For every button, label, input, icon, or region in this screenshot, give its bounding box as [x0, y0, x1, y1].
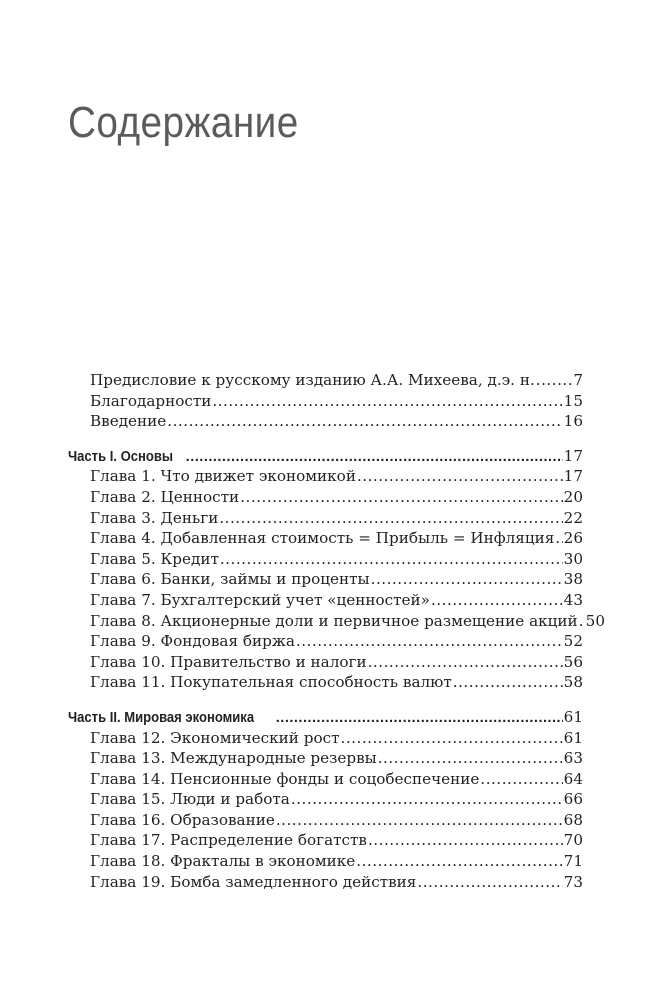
dot-leader: [536, 370, 572, 391]
toc-chapter[interactable]: [68, 590, 583, 611]
toc-entry-label: Глава 16. Образование: [90, 810, 275, 829]
toc-entry-label: Глава 14. Пенсионные фонды и соцобеспечение: [90, 769, 480, 788]
dot-leader: [276, 708, 563, 729]
toc-part-label: Часть I. Основы: [68, 448, 174, 465]
toc-chapter[interactable]: [68, 487, 583, 508]
toc-entry-label: Глава 12. Экономический рост: [90, 728, 340, 747]
dot-leader: [240, 487, 563, 508]
toc-part-1[interactable]: [68, 446, 583, 467]
toc-entry-introduction[interactable]: [68, 411, 583, 432]
toc-entry-label: Глава 5. Кредит: [90, 549, 219, 568]
toc-entry-label: Глава 17. Распределение богатств: [90, 831, 367, 850]
toc-page-number: 20: [563, 487, 583, 506]
dot-leader: [296, 631, 563, 652]
toc-page-number: 16: [563, 412, 583, 431]
toc-chapter[interactable]: [68, 728, 583, 749]
dot-leader: [219, 508, 562, 529]
toc-entry-label: Благодарности: [90, 391, 212, 410]
toc-page-number: 70: [563, 831, 583, 850]
toc-part-label: Часть II. Мировая экономика: [68, 709, 255, 726]
toc-part-2[interactable]: [68, 707, 583, 728]
toc-entry-label: Глава 3. Деньги: [90, 508, 219, 527]
toc-entry-label: Глава 6. Банки, займы и проценты: [90, 570, 370, 589]
toc-chapter[interactable]: [68, 611, 605, 632]
dot-leader: [480, 769, 562, 790]
dot-leader: [368, 830, 563, 851]
toc-page-number: 61: [563, 707, 583, 726]
toc-page-number: 43: [563, 590, 583, 609]
toc-entry-label: Введение: [90, 412, 167, 431]
toc-entry-label: Глава 15. Люди и работа: [90, 790, 290, 809]
toc-page-number: 73: [563, 872, 583, 891]
toc-chapter[interactable]: [68, 851, 583, 872]
toc-entry-acknowledgements[interactable]: [68, 391, 583, 412]
dot-leader: [579, 611, 585, 632]
dot-leader: [291, 789, 563, 810]
toc-chapter[interactable]: [68, 672, 583, 693]
toc-entry-label: Глава 7. Бухгалтерский учет «ценностей»: [90, 590, 430, 609]
toc-page-number: 7: [573, 371, 583, 389]
toc-page-number: 63: [563, 749, 583, 768]
dot-leader: [276, 810, 563, 831]
dot-leader: [453, 672, 563, 693]
dot-leader: [356, 851, 562, 872]
toc-chapter[interactable]: [68, 652, 583, 673]
dot-leader: [167, 411, 562, 432]
dot-leader: [371, 569, 563, 590]
toc-chapter[interactable]: [68, 508, 583, 529]
toc-page-number: 58: [563, 673, 583, 692]
dot-leader: [555, 528, 562, 549]
dot-leader: [431, 590, 563, 611]
toc-entry-label: Глава 2. Ценности: [90, 487, 240, 506]
toc-entry-label: Глава 18. Фракталы в экономике: [90, 852, 356, 871]
toc-chapter[interactable]: [68, 528, 583, 549]
toc-page-number: 30: [563, 549, 583, 568]
toc-page-number: 71: [563, 852, 583, 871]
dot-leader: [378, 748, 563, 769]
toc-page-number: 26: [563, 529, 583, 548]
toc-chapter[interactable]: [68, 830, 583, 851]
toc-entry-label: Глава 4. Добавленная стоимость = Прибыль = Инфляция: [90, 529, 555, 548]
toc-entry-label: Глава 8. Акционерные доли и первичное размещение акций: [90, 611, 578, 630]
toc-chapter[interactable]: [68, 569, 583, 590]
toc-chapter[interactable]: [68, 748, 583, 769]
toc-entry-label: Глава 10. Правительство и налоги: [90, 652, 367, 671]
toc-page-number: 66: [563, 790, 583, 809]
dot-leader: [357, 466, 563, 487]
dot-leader: [341, 728, 563, 749]
toc-page-number: 52: [563, 632, 583, 651]
toc-page-number: 56: [563, 652, 583, 671]
toc-page-number: 61: [563, 728, 583, 747]
toc-chapter[interactable]: [68, 549, 583, 570]
toc-entry-label: Глава 1. Что движет экономикой: [90, 467, 356, 486]
toc-page-number: 17: [563, 467, 583, 486]
toc-chapter[interactable]: [68, 631, 583, 652]
toc-entry-foreword[interactable]: [68, 370, 583, 391]
dot-leader: [368, 652, 563, 673]
toc-chapter[interactable]: [68, 769, 583, 790]
toc-page-number: 22: [563, 508, 583, 527]
toc-chapter[interactable]: [68, 789, 583, 810]
dot-leader: [417, 872, 562, 893]
dot-leader: [212, 391, 562, 412]
toc-page-number: 64: [563, 769, 583, 788]
dot-leader: [186, 447, 563, 468]
toc-entry-label: Глава 19. Бомба замедленного действия: [90, 872, 417, 891]
toc-page-number: 68: [563, 810, 583, 829]
toc-entry-label: Глава 11. Покупательная способность валют: [90, 673, 452, 692]
toc-chapter[interactable]: [68, 810, 583, 831]
page-title: Содержание: [68, 98, 299, 147]
toc-page-number: 50: [585, 611, 605, 630]
table-of-contents: [68, 370, 605, 892]
dot-leader: [220, 549, 563, 570]
toc-chapter[interactable]: [68, 466, 583, 487]
toc-chapter[interactable]: [68, 872, 583, 893]
toc-page-number: 17: [563, 446, 583, 465]
toc-entry-label: Глава 9. Фондовая биржа: [90, 632, 295, 651]
toc-page-number: 38: [563, 570, 583, 589]
toc-page-number: 15: [563, 391, 583, 410]
toc-entry-label: Глава 13. Международные резервы: [90, 749, 377, 768]
toc-entry-label: Предисловие к русскому изданию А.А. Михеева, д.э. н.: [90, 371, 535, 389]
